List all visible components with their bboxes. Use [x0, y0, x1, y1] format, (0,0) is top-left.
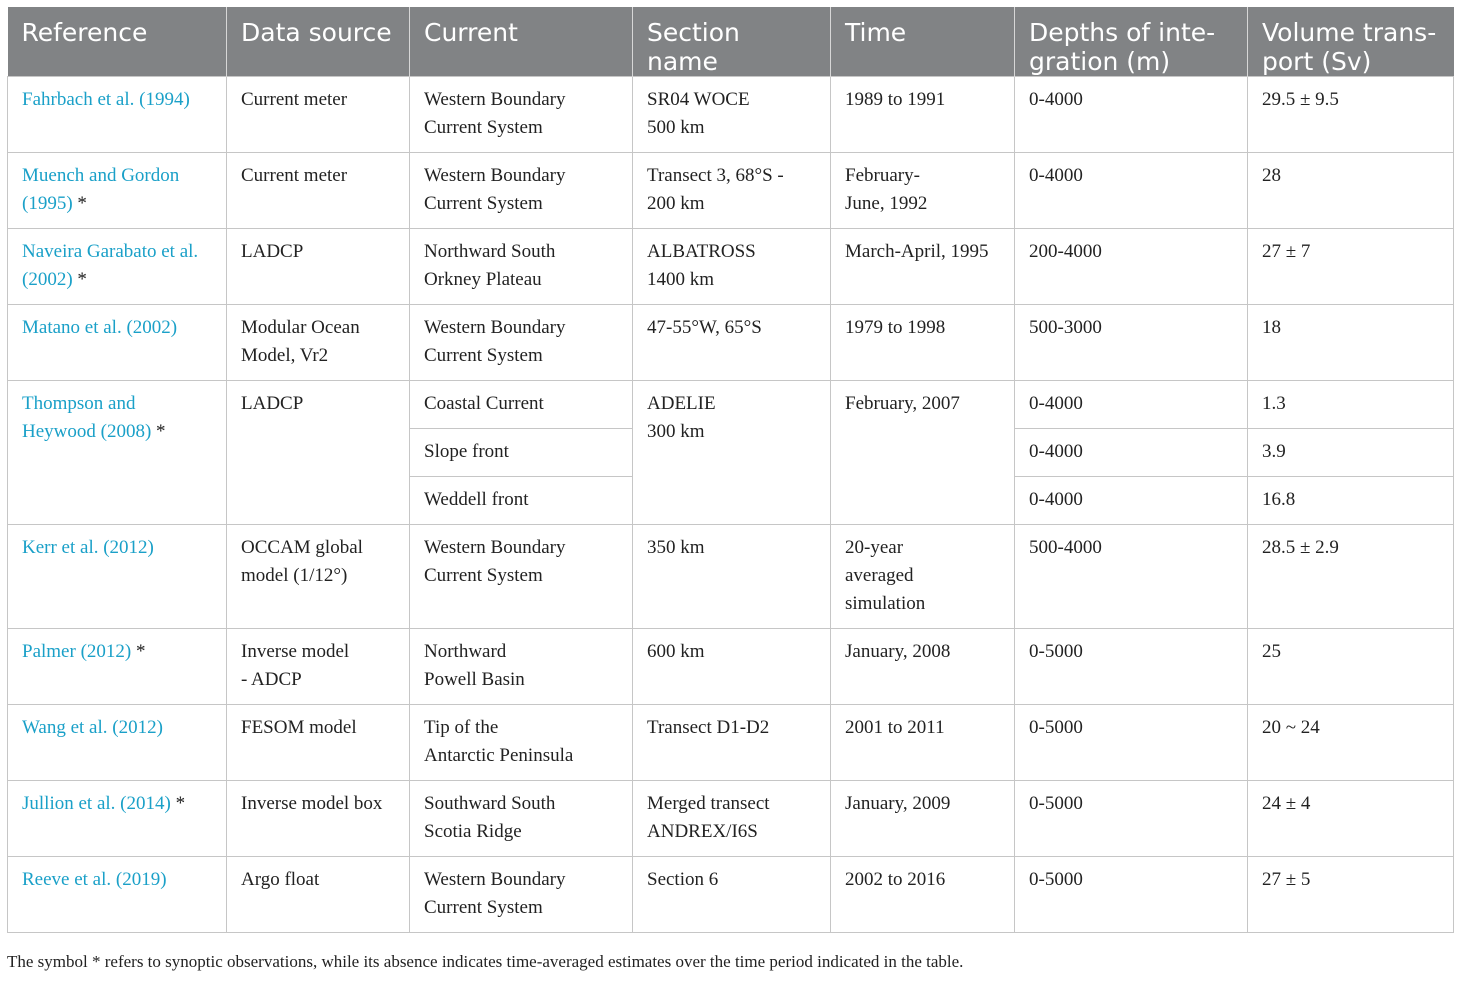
reference-cell-line: Thompson and: [22, 393, 136, 414]
depth-cell: 200-4000: [1015, 229, 1248, 305]
current-cell-line: Western Boundary: [424, 537, 566, 558]
current-cell-line: Antarctic Peninsula: [424, 745, 574, 766]
time-cell-line: 1979 to 1998: [845, 317, 946, 338]
depth-cell: 0-5000: [1015, 781, 1248, 857]
reference-cell: [8, 857, 227, 933]
current-cell-line: Western Boundary: [424, 869, 566, 890]
current-cell: [410, 781, 633, 857]
column-header: Depths of inte- gration (m): [1015, 7, 1248, 77]
section-name-cell-line: Transect 3, 68°S -: [647, 165, 784, 186]
transport-cell: 25: [1248, 629, 1454, 705]
section-name-cell: [633, 305, 831, 381]
table-row: [8, 857, 1454, 933]
reference-cell-line: Reeve et al. (2019): [22, 869, 167, 890]
table-row: [8, 781, 1454, 857]
data-source-cell-line: - ADCP: [241, 669, 302, 690]
transport-cell: 3.9: [1248, 429, 1454, 477]
reference-cell-line: Fahrbach et al. (1994): [22, 89, 190, 110]
current-cell: [410, 305, 633, 381]
synoptic-marker: *: [77, 269, 87, 290]
current-cell: [410, 629, 633, 705]
table-body: [8, 77, 1454, 933]
time-cell-line: 20-year: [845, 537, 904, 558]
table-row: [8, 153, 1454, 229]
section-name-cell-line: 47-55°W, 65°S: [647, 317, 762, 338]
current-cell: [410, 525, 633, 629]
data-source-cell: [227, 705, 410, 781]
section-name-cell: [633, 525, 831, 629]
section-name-cell-line: Section 6: [647, 869, 719, 890]
data-source-cell-line: OCCAM global: [241, 537, 363, 558]
reference-cell-line: Wang et al. (2012): [22, 717, 163, 738]
current-cell-line: Current System: [424, 565, 543, 586]
reference-cell: [8, 153, 227, 229]
section-name-cell: [633, 781, 831, 857]
table-row: [8, 525, 1454, 629]
data-source-cell: [227, 229, 410, 305]
section-name-cell-line: SR04 WOCE: [647, 89, 750, 110]
reference-cell: [8, 229, 227, 305]
transport-cell: 27 ± 5: [1248, 857, 1454, 933]
reference-cell: [8, 705, 227, 781]
current-cell: [410, 153, 633, 229]
reference-cell: [8, 381, 227, 525]
time-cell-line: January, 2008: [845, 641, 951, 662]
transport-cell: 24 ± 4: [1248, 781, 1454, 857]
current-cell-line: Current System: [424, 117, 543, 138]
reference-cell-line: Heywood (2008): [22, 421, 152, 442]
section-name-cell-line: 300 km: [647, 421, 705, 442]
depth-cell: 0-4000: [1015, 381, 1248, 429]
data-source-cell: [227, 77, 410, 153]
section-name-cell-line: 350 km: [647, 537, 705, 558]
transport-cell: 16.8: [1248, 477, 1454, 525]
section-name-cell: [633, 629, 831, 705]
time-cell-line: March-April, 1995: [845, 241, 989, 262]
data-source-cell-line: model (1/12°): [241, 565, 348, 586]
section-name-cell-line: 500 km: [647, 117, 705, 138]
table-footnote: The symbol * refers to synoptic observations, while its absence indicates time-averaged estimates over the time period indicated in the table.: [7, 952, 964, 971]
time-cell-line: averaged: [845, 565, 914, 586]
current-cell-line: Southward South: [424, 793, 556, 814]
data-source-cell-line: LADCP: [241, 393, 304, 414]
current-cell-line: Orkney Plateau: [424, 269, 542, 290]
data-source-cell: [227, 525, 410, 629]
data-source-cell: [227, 153, 410, 229]
reference-cell-line: Jullion et al. (2014): [22, 793, 171, 814]
time-cell-line: June, 1992: [845, 193, 928, 214]
reference-cell: [8, 629, 227, 705]
table-row: [8, 705, 1454, 781]
depth-cell: 0-5000: [1015, 629, 1248, 705]
data-source-cell-line: FESOM model: [241, 717, 357, 738]
depth-cell: 500-4000: [1015, 525, 1248, 629]
time-cell: [831, 629, 1015, 705]
current-cell: [410, 229, 633, 305]
data-source-cell-line: Current meter: [241, 165, 348, 186]
reference-cell: [8, 781, 227, 857]
data-source-cell-line: Model, Vr2: [241, 345, 329, 366]
section-name-cell-line: Merged transect: [647, 793, 770, 814]
reference-cell-line: Muench and Gordon: [22, 165, 180, 186]
transport-cell: 1.3: [1248, 381, 1454, 429]
time-cell: [831, 857, 1015, 933]
synoptic-marker: *: [77, 193, 87, 214]
current-cell-line: Current System: [424, 193, 543, 214]
depth-cell: 0-4000: [1015, 477, 1248, 525]
synoptic-marker: *: [135, 641, 146, 662]
depth-cell: 0-4000: [1015, 429, 1248, 477]
current-cell-line: Current System: [424, 345, 543, 366]
transport-table: [7, 7, 1454, 933]
table-row: [8, 381, 1454, 429]
reference-cell-line: (1995): [22, 193, 73, 214]
section-name-cell-line: Transect D1-D2: [647, 717, 770, 738]
time-cell-line: 1989 to 1991: [845, 89, 946, 110]
current-cell: Coastal Current: [410, 381, 633, 429]
transport-cell: 27 ± 7: [1248, 229, 1454, 305]
current-cell: [410, 705, 633, 781]
table-row: [8, 629, 1454, 705]
data-source-cell-line: LADCP: [241, 241, 304, 262]
section-name-cell: [633, 153, 831, 229]
time-cell-line: 2002 to 2016: [845, 869, 946, 890]
data-source-cell-line: Inverse model box: [241, 793, 383, 814]
section-name-cell: [633, 705, 831, 781]
transport-cell: 28: [1248, 153, 1454, 229]
data-source-cell: [227, 629, 410, 705]
current-cell-line: Powell Basin: [424, 669, 525, 690]
time-cell: [831, 381, 1015, 525]
time-cell: [831, 705, 1015, 781]
transport-cell: 29.5 ± 9.5: [1248, 77, 1454, 153]
table-row: [8, 77, 1454, 153]
data-source-cell: [227, 781, 410, 857]
reference-cell-line: Matano et al. (2002): [22, 317, 178, 338]
reference-cell-line: Kerr et al. (2012): [22, 537, 154, 558]
current-cell: Slope front: [410, 429, 633, 477]
time-cell-line: February, 2007: [845, 393, 960, 414]
current-cell-line: Western Boundary: [424, 317, 566, 338]
current-cell-line: Western Boundary: [424, 165, 566, 186]
column-header: Data source: [227, 7, 410, 77]
depth-cell: 0-5000: [1015, 705, 1248, 781]
column-header: Volume trans- port (Sv): [1248, 7, 1454, 77]
reference-cell-line: (2002): [22, 269, 73, 290]
time-cell-line: 2001 to 2011: [845, 717, 945, 738]
time-cell: [831, 77, 1015, 153]
synoptic-marker: *: [156, 421, 166, 442]
section-name-cell: [633, 77, 831, 153]
current-cell-line: Current System: [424, 897, 543, 918]
time-cell: [831, 781, 1015, 857]
current-cell: [410, 77, 633, 153]
time-cell-line: February-: [845, 165, 920, 186]
data-source-cell-line: Inverse model: [241, 641, 350, 662]
reference-cell-line: Palmer (2012): [22, 641, 132, 662]
reference-cell: [8, 525, 227, 629]
data-source-cell: [227, 305, 410, 381]
section-name-cell-line: ALBATROSS: [647, 241, 756, 262]
current-cell-line: Northward: [424, 641, 507, 662]
reference-cell-line: Naveira Garabato et al.: [22, 241, 199, 262]
current-cell-line: Scotia Ridge: [424, 821, 522, 842]
current-cell: Weddell front: [410, 477, 633, 525]
time-cell: [831, 153, 1015, 229]
header-row: [8, 7, 1454, 77]
depth-cell: 0-4000: [1015, 77, 1248, 153]
current-cell-line: Western Boundary: [424, 89, 566, 110]
data-source-cell: [227, 857, 410, 933]
time-cell: [831, 229, 1015, 305]
reference-cell: [8, 77, 227, 153]
section-name-cell: [633, 381, 831, 525]
time-cell-line: January, 2009: [845, 793, 951, 814]
column-header: Current: [410, 7, 633, 77]
section-name-cell-line: 1400 km: [647, 269, 715, 290]
table-row: [8, 229, 1454, 305]
depth-cell: 0-4000: [1015, 153, 1248, 229]
section-name-cell: [633, 229, 831, 305]
time-cell: [831, 525, 1015, 629]
column-header: Section name: [633, 7, 831, 77]
section-name-cell: [633, 857, 831, 933]
time-cell: [831, 305, 1015, 381]
depth-cell: 500-3000: [1015, 305, 1248, 381]
column-header: Time: [831, 7, 1015, 77]
data-source-cell: [227, 381, 410, 525]
section-name-cell-line: 600 km: [647, 641, 705, 662]
section-name-cell-line: ANDREX/I6S: [647, 821, 758, 842]
synoptic-marker: *: [175, 793, 186, 814]
data-source-cell-line: Argo float: [241, 869, 320, 890]
section-name-cell-line: ADELIE: [647, 393, 716, 414]
transport-cell: 18: [1248, 305, 1454, 381]
current-cell-line: Northward South: [424, 241, 556, 262]
transport-cell: 20 ~ 24: [1248, 705, 1454, 781]
transport-cell: 28.5 ± 2.9: [1248, 525, 1454, 629]
reference-cell: [8, 305, 227, 381]
time-cell-line: simulation: [845, 593, 926, 614]
current-cell: [410, 857, 633, 933]
column-header: Reference: [8, 7, 227, 77]
depth-cell: 0-5000: [1015, 857, 1248, 933]
section-name-cell-line: 200 km: [647, 193, 705, 214]
current-cell-line: Tip of the: [424, 717, 499, 738]
table-row: [8, 305, 1454, 381]
data-source-cell-line: Modular Ocean: [241, 317, 360, 338]
data-source-cell-line: Current meter: [241, 89, 348, 110]
